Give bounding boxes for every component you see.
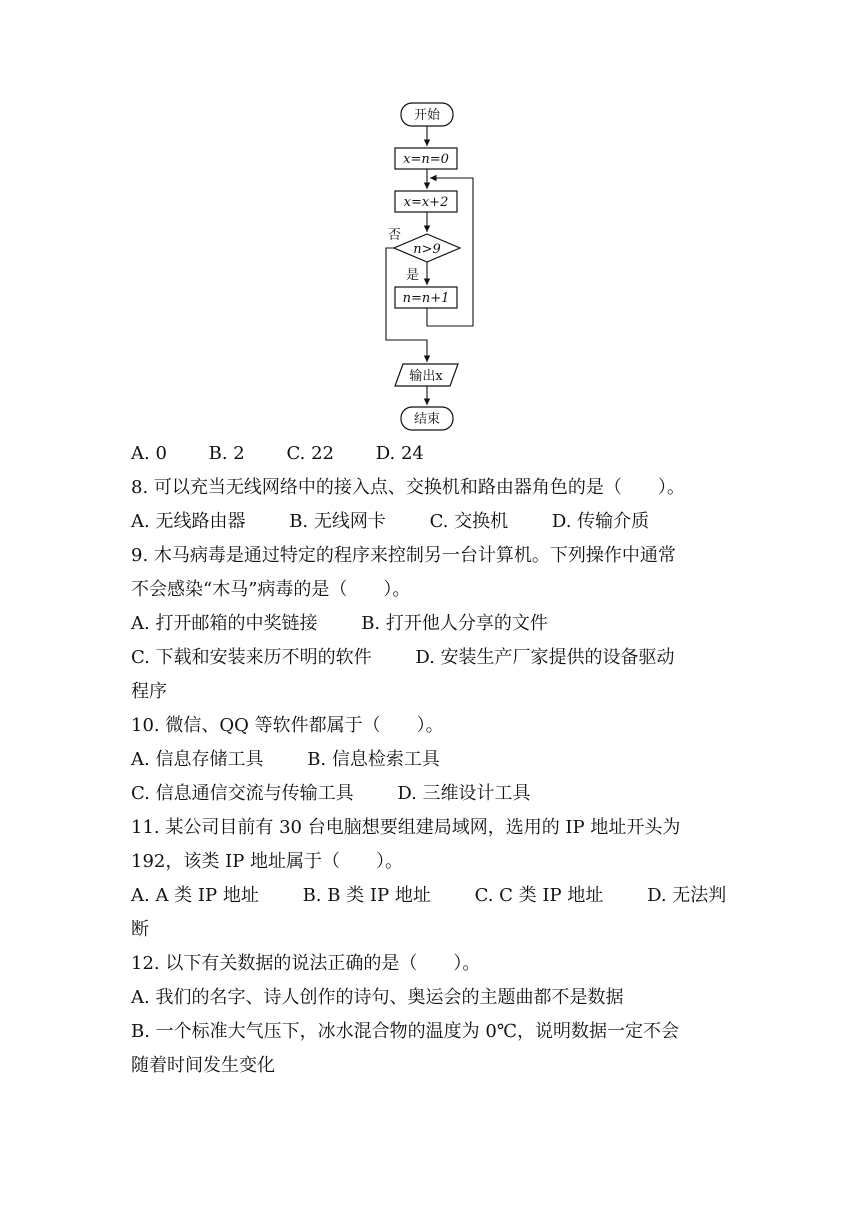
svg-text:输出x: 输出x (409, 369, 443, 384)
q12-option-b-line1: B. 一个标准大气压下，冰水混合物的温度为 0℃，说明数据一定不会 (131, 1021, 679, 1042)
flowchart (370, 96, 490, 436)
q8-option-a: A. 无线路由器 (131, 511, 246, 532)
q8-option-c: C. 交换机 (429, 511, 509, 532)
q7-option-b: B. 2 (208, 443, 245, 464)
q11-stem-line2: 192，该类 IP 地址属于（ ）。 (131, 851, 404, 872)
svg-text:结束: 结束 (413, 412, 441, 427)
q9-option-d-cont: 程序 (131, 681, 167, 702)
svg-text:n=n+1: n=n+1 (402, 291, 450, 306)
q9-option-a: A. 打开邮箱的中奖链接 (131, 613, 318, 634)
q9-options-row2 (131, 641, 731, 675)
q9-stem-line1: 9. 木马病毒是通过特定的程序来控制另一台计算机。下列操作中通常 (131, 545, 676, 566)
svg-text:开始: 开始 (413, 108, 441, 123)
q11-stem-line1: 11. 某公司目前有 30 台电脑想要组建局域网，选用的 IP 地址开头为 (131, 817, 681, 838)
q9-option-d: D. 安装生产厂家提供的设备驱动 (415, 647, 675, 668)
q11-option-d-cont: 断 (131, 919, 149, 940)
q9-stem-line2: 不会感染“木马”病毒的是（ ）。 (131, 579, 411, 600)
q7-option-d: D. 24 (375, 443, 424, 464)
q11-option-b: B. B 类 IP 地址 (302, 885, 431, 906)
q7-options (131, 437, 731, 471)
q12-option-a: A. 我们的名字、诗人创作的诗句、奥运会的主题曲都不是数据 (131, 987, 624, 1008)
q10-stem: 10. 微信、QQ 等软件都属于（ ）。 (131, 715, 444, 736)
flow-no-label: 否 (388, 228, 402, 243)
q10-option-d: D. 三维设计工具 (397, 783, 531, 804)
q10-options-row2 (131, 777, 731, 811)
q8-stem: 8. 可以充当无线网络中的接入点、交换机和路由器角色的是（ ）。 (131, 477, 685, 498)
q10-options-row1 (131, 743, 731, 777)
q12-stem: 12. 以下有关数据的说法正确的是（ ）。 (131, 953, 481, 974)
q11-option-a: A. A 类 IP 地址 (131, 885, 259, 906)
flow-init-node (395, 148, 457, 169)
svg-text:n>9: n>9 (413, 242, 441, 257)
flow-end-node (401, 407, 453, 430)
flow-increment-node (395, 287, 457, 308)
q9-option-b: B. 打开他人分享的文件 (361, 613, 548, 634)
q9-options-row1 (131, 607, 731, 641)
flow-output-node (395, 364, 458, 386)
q9-option-c: C. 下载和安装来历不明的软件 (131, 647, 372, 668)
q12-option-b-line2: 随着时间发生变化 (131, 1055, 275, 1076)
q10-option-a: A. 信息存储工具 (131, 749, 264, 770)
q11-option-c: C. C 类 IP 地址 (474, 885, 604, 906)
flow-yes-label: 是 (406, 268, 420, 283)
q8-option-b: B. 无线网卡 (289, 511, 386, 532)
q10-option-c: C. 信息通信交流与传输工具 (131, 783, 354, 804)
flow-start-node (401, 103, 453, 126)
svg-text:x=n=0: x=n=0 (403, 152, 449, 167)
q7-option-a: A. 0 (131, 443, 167, 464)
q8-options (131, 505, 731, 539)
q10-option-b: B. 信息检索工具 (307, 749, 440, 770)
q7-option-c: C. 22 (286, 443, 334, 464)
q11-options (131, 879, 731, 913)
flow-condition-node (394, 234, 460, 262)
flow-step-node (395, 191, 457, 212)
q8-option-d: D. 传输介质 (551, 511, 650, 532)
question-list (131, 437, 731, 1083)
svg-text:x=x+2: x=x+2 (403, 195, 449, 210)
q11-option-d: D. 无法判 (647, 885, 727, 906)
